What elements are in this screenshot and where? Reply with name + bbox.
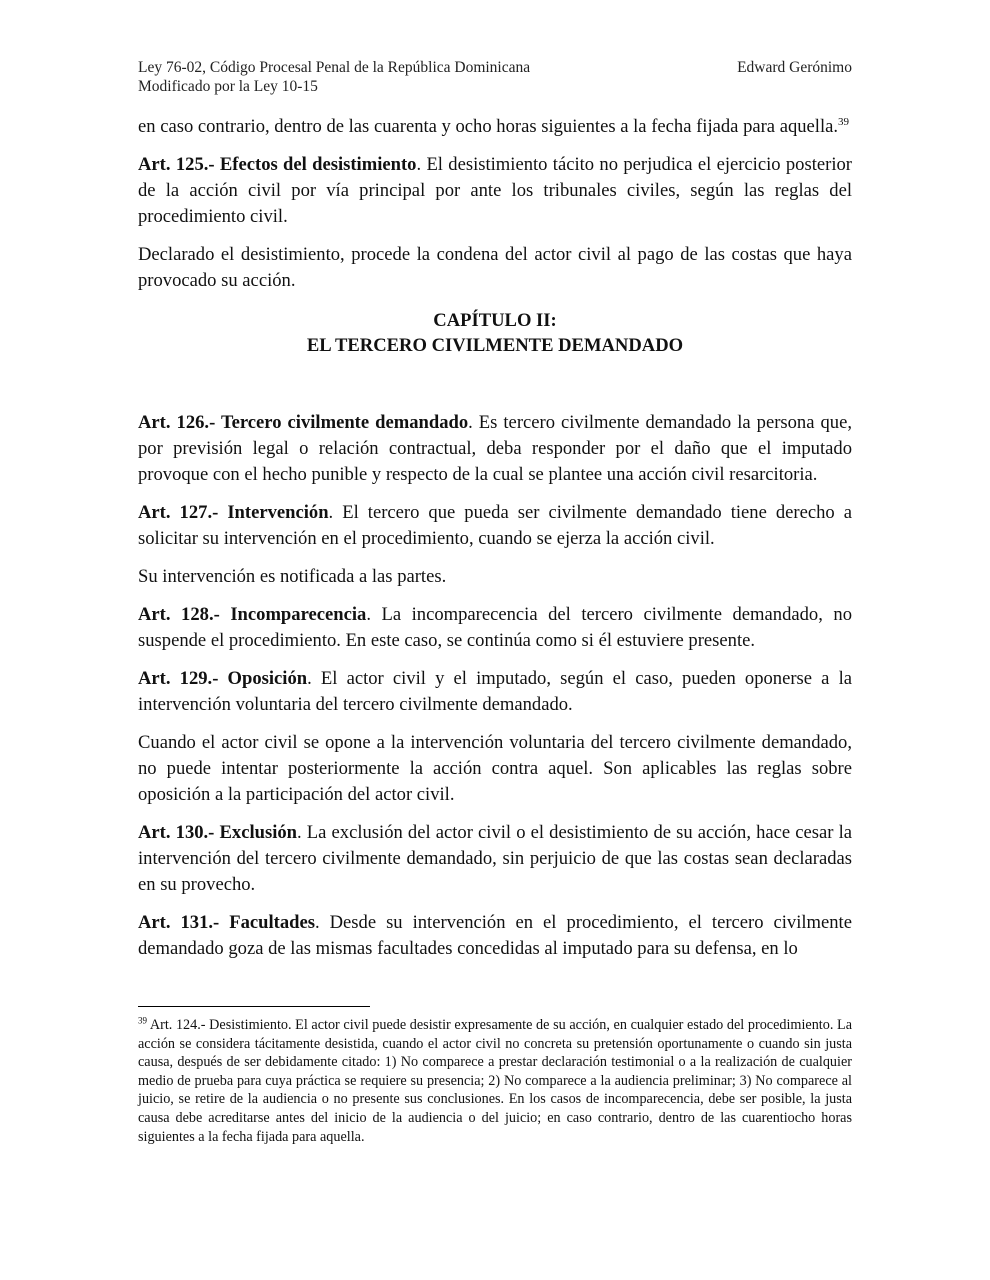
article-heading: Art. 128.- Incomparecencia: [138, 604, 367, 625]
footnote-divider: [138, 1006, 370, 1007]
article-128: [138, 602, 852, 654]
footnote-number: 39: [138, 1015, 147, 1026]
article-text: . Es tercero civilmente demandado la persona que, por previsión legal o relación contractual, deba responder por el daño que el imputado provoque con el hecho punible y respecto de la cual se plantee una acción civil resarcitoria.: [138, 412, 852, 485]
article-heading: Art. 127.- Intervención: [138, 502, 329, 523]
paragraph-continuation: [138, 114, 852, 140]
header-title-line2: Modificado por la Ley 10-15: [138, 78, 318, 95]
paragraph-text: en caso contrario, dentro de las cuarenta y ocho horas siguientes a la fecha fijada para aquella.: [138, 116, 839, 137]
article-text: . La incomparecencia del tercero civilmente demandado, no suspende el procedimiento. En este caso, se continúa como si él estuviere presente.: [138, 604, 852, 651]
article-heading: Art. 129.- Oposición: [138, 668, 308, 689]
article-129: [138, 666, 852, 718]
header-title-line1: Ley 76-02, Código Procesal Penal de la República Dominicana: [138, 59, 531, 76]
article-text: . La exclusión del actor civil o el desistimiento de su acción, hace cesar la intervención del tercero civilmente demandado, sin perjuicio de que las costas sean declaradas en su provecho.: [138, 822, 853, 895]
page-header: [138, 58, 852, 96]
article-126: [138, 410, 852, 488]
spacer: [138, 358, 852, 410]
footnote-reference[interactable]: 39: [838, 115, 850, 128]
article-131: [138, 910, 852, 962]
article-text: . El actor civil y el imputado, según el caso, pueden oponerse a la intervención voluntaria del tercero civilmente demandado.: [138, 668, 852, 715]
article-heading: Art. 131.- Facultades: [138, 912, 315, 933]
paragraph-declarado: Declarado el desistimiento, procede la condena del actor civil al pago de las costas que haya provocado su acción.: [138, 244, 852, 291]
header-author: Edward Gerónimo: [737, 59, 852, 76]
article-heading: Art. 126.- Tercero civilmente demandado: [138, 412, 469, 433]
chapter-number: CAPÍTULO II:: [433, 310, 557, 331]
document-body: [138, 114, 852, 974]
article-127: [138, 500, 852, 552]
chapter-title: EL TERCERO CIVILMENTE DEMANDADO: [306, 335, 684, 356]
article-text: . Desde su intervención en el procedimiento, el tercero civilmente demandado goza de las mismas facultades concedidas al imputado para su defensa, en lo: [138, 912, 852, 959]
paragraph-intervencion: Su intervención es notificada a las partes.: [138, 566, 447, 587]
paragraph-cuando: Cuando el actor civil se opone a la intervención voluntaria del tercero civilmente demandado, no puede intentar posteriormente la acción contra aquel. Son aplicables las reglas sobre oposición a la participación del actor civil.: [138, 732, 852, 805]
article-heading: Art. 125.- Efectos del desistimiento: [138, 154, 417, 175]
chapter-heading: [138, 308, 852, 358]
footnote: [138, 1016, 852, 1146]
footnote-text: Art. 124.- Desistimiento. El actor civil puede desistir expresamente de su acción, en cualquier estado del procedimiento. La acción se considera tácitamente desistida, cuando el actor civil no concreta su pretensión oportunamente o cuando sin justa causa, después de ser debidamente citado: 1) No comparece a prestar declaración testimonial o a la realización de cualquier medio de prueba para cuya práctica se requiere su presencia; 2) No comparece a la audiencia preliminar; 3) No comparece al juicio, se retire de la audiencia o no presente sus conclusiones. En los casos de incomparecencia, debe ser posible, la justa causa debe acreditarse antes del inicio de la audiencia o del juicio; en caso contrario, dentro de las cuarentiocho horas siguientes a la fecha fijada para aquella.: [138, 1017, 852, 1145]
article-130: [138, 820, 852, 898]
article-text: . El tercero que pueda ser civilmente demandado tiene derecho a solicitar su intervención en el procedimiento, cuando se ejerza la acción civil.: [138, 502, 852, 549]
article-heading: Art. 130.- Exclusión: [138, 822, 298, 843]
article-text: . El desistimiento tácito no perjudica el ejercicio posterior de la acción civil por vía principal por ante los tribunales civiles, según las reglas del procedimiento civil.: [138, 154, 852, 227]
article-125: [138, 152, 852, 230]
